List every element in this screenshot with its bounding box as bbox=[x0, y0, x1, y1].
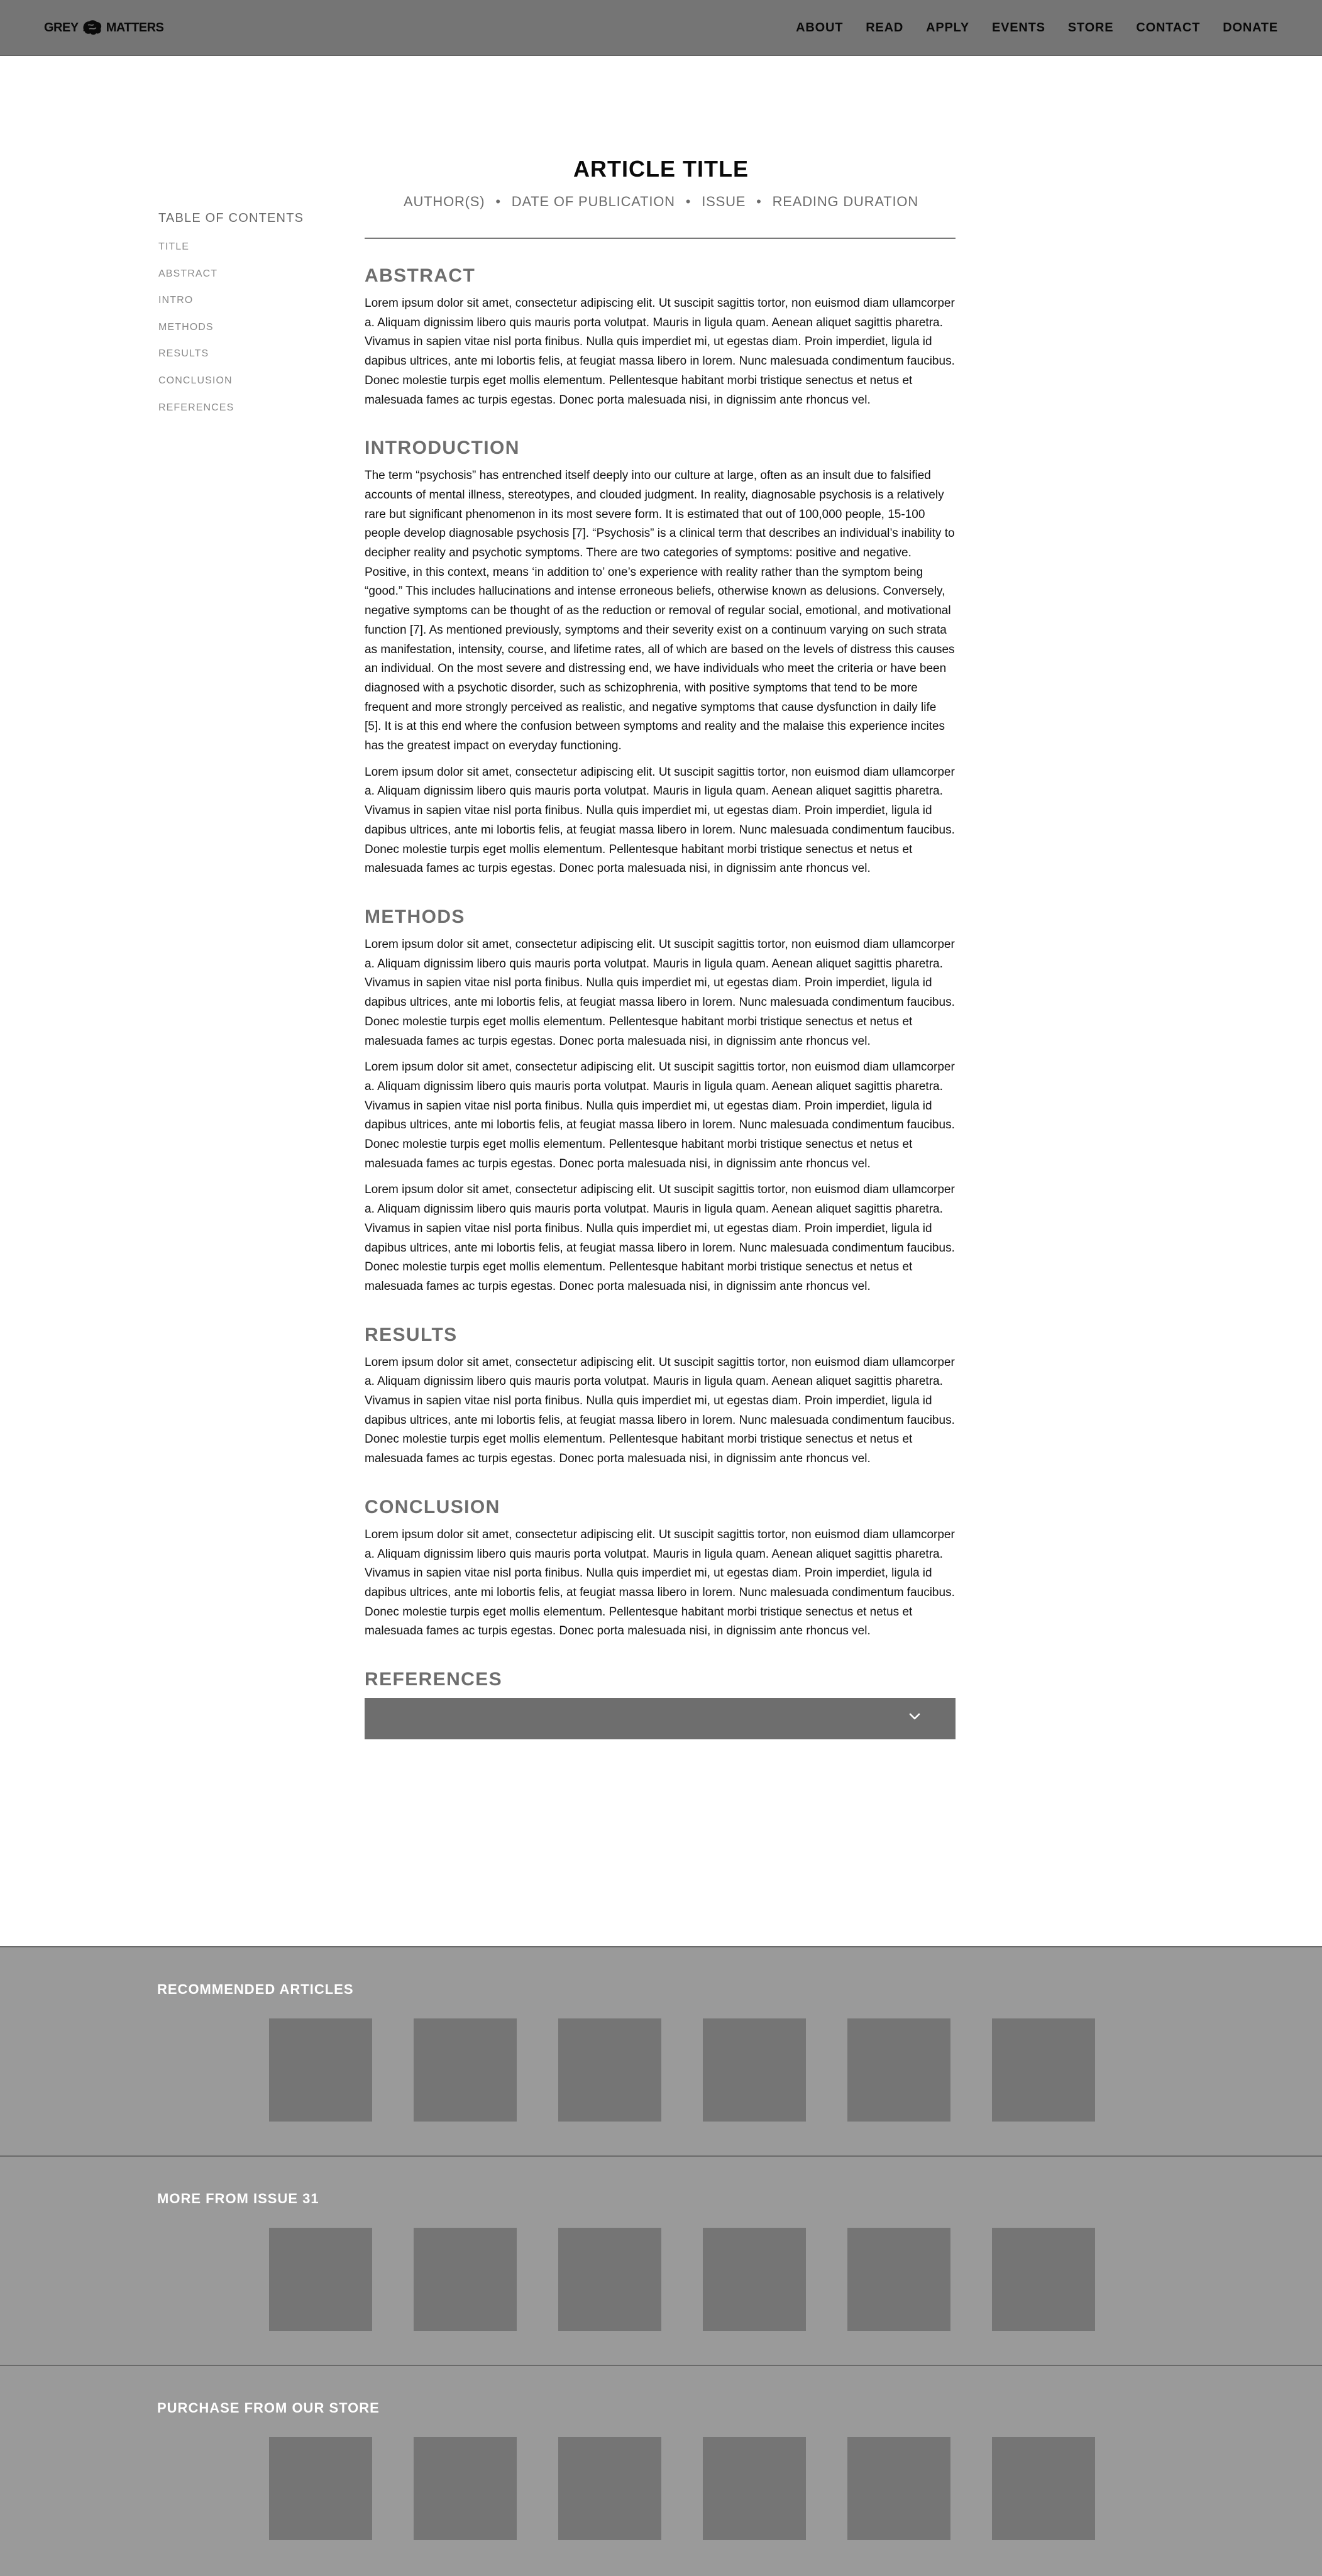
paragraph: Lorem ipsum dolor sit amet, consectetur adipiscing elit. Ut suscipit sagittis tortor, non euismod diam ullamcorper a. Aliquam dignissim libero quis mauris porta volutpat. Mauris in ligula quam. Aenean aliquet sagittis pharetra. Vivamus in sapien vitae nisl porta finibus. Nulla quis imperdiet mi, ut egestas diam. Proin imperdiet, ligula id dapibus ultrices, ante mi lobortis felis, at feugiat massa libero in lorem. Nunc malesuada condimentum faucibus. Donec molestie turpis eget mollis elementum. Pellentesque habitant morbi tristique senectus et netus et malesuada fames ac turpis egestas. Donec porta malesuada nisi, in dignissim ante rhoncus vel. bbox=[365, 1527, 955, 1638]
section-references bbox=[365, 1668, 956, 1739]
store-cards bbox=[269, 2437, 1095, 2540]
band-title: MORE FROM ISSUE 31 bbox=[157, 2191, 319, 2206]
nav-about[interactable]: ABOUT bbox=[796, 20, 844, 35]
nav-contact[interactable]: CONTACT bbox=[1136, 20, 1201, 35]
toc-item-abstract[interactable]: ABSTRACT bbox=[158, 268, 218, 279]
paragraph: Lorem ipsum dolor sit amet, consectetur adipiscing elit. Ut suscipit sagittis tortor, non euismod diam ullamcorper a. Aliquam dignissim libero quis mauris porta volutpat. Mauris in ligula quam. Aenean aliquet sagittis pharetra. Vivamus in sapien vitae nisl porta finibus. Nulla quis imperdiet mi, ut egestas diam. Proin imperdiet, ligula id dapibus ultrices, ante mi lobortis felis, at feugiat massa libero in lorem. Nunc malesuada condimentum faucibus. Donec molestie turpis eget mollis elementum. Pellentesque habitant morbi tristique senectus et netus et malesuada fames ac turpis egestas. Donec porta malesuada nisi, in dignissim ante rhoncus vel. bbox=[365, 1355, 955, 1466]
nav-store[interactable]: STORE bbox=[1067, 20, 1114, 35]
paragraph: Lorem ipsum dolor sit amet, consectetur adipiscing elit. Ut suscipit sagittis tortor, non euismod diam ullamcorper a. Aliquam dignissim libero quis mauris porta volutpat. Mauris in ligula quam. Aenean aliquet sagittis pharetra. Vivamus in sapien vitae nisl porta finibus. Nulla quis imperdiet mi, ut egestas diam. Proin imperdiet, ligula id dapibus ultrices, ante mi lobortis felis, at feugiat massa libero in lorem. Nunc malesuada condimentum faucibus. Donec molestie turpis eget mollis elementum. Pellentesque habitant morbi tristique senectus et netus et malesuada fames ac turpis egestas. Donec porta malesuada nisi, in dignissim ante rhoncus vel. bbox=[365, 937, 955, 1048]
article-title: ARTICLE TITLE bbox=[573, 156, 749, 182]
section-title: INTRODUCTION bbox=[365, 438, 520, 459]
nav-read[interactable]: READ bbox=[866, 20, 904, 35]
recommended-cards bbox=[269, 2018, 1095, 2122]
table-of-contents bbox=[158, 211, 322, 429]
logo-text-matters: MATTERS bbox=[106, 20, 164, 35]
band-title: RECOMMENDED ARTICLES bbox=[157, 1981, 354, 1997]
article-meta bbox=[0, 194, 1322, 210]
paragraph: Lorem ipsum dolor sit amet, consectetur adipiscing elit. Ut suscipit sagittis tortor, non euismod diam ullamcorper a. Aliquam dignissim libero quis mauris porta volutpat. Mauris in ligula quam. Aenean aliquet sagittis pharetra. Vivamus in sapien vitae nisl porta finibus. Nulla quis imperdiet mi, ut egestas diam. Proin imperdiet, ligula id dapibus ultrices, ante mi lobortis felis, at feugiat massa libero in lorem. Nunc malesuada condimentum faucibus. Donec molestie turpis eget mollis elementum. Pellentesque habitant morbi tristique senectus et netus et malesuada fames ac turpis egestas. Donec porta malesuada nisi, in dignissim ante rhoncus vel. bbox=[365, 1060, 955, 1170]
nav-events[interactable]: EVENTS bbox=[991, 20, 1045, 35]
main-nav bbox=[796, 0, 1278, 55]
site-logo[interactable] bbox=[44, 18, 163, 38]
section-title: REFERENCES bbox=[365, 1669, 503, 1690]
article-card[interactable] bbox=[269, 2018, 372, 2122]
brain-icon bbox=[81, 19, 102, 36]
nav-apply[interactable]: APPLY bbox=[926, 20, 969, 35]
toc-item-results[interactable]: RESULTS bbox=[158, 348, 209, 360]
article-card[interactable] bbox=[992, 2228, 1095, 2331]
section-conclusion bbox=[365, 1495, 956, 1641]
section-title: METHODS bbox=[365, 906, 465, 927]
meta-separator: • bbox=[756, 194, 762, 209]
article-card[interactable] bbox=[558, 2018, 661, 2122]
article-card[interactable] bbox=[703, 2228, 806, 2331]
section-abstract bbox=[365, 264, 956, 410]
chevron-down-icon[interactable] bbox=[909, 1713, 920, 1720]
references-accordion[interactable] bbox=[365, 1698, 956, 1739]
paragraph: Lorem ipsum dolor sit amet, consectetur adipiscing elit. Ut suscipit sagittis tortor, non euismod diam ullamcorper a. Aliquam dignissim libero quis mauris porta volutpat. Mauris in ligula quam. Aenean aliquet sagittis pharetra. Vivamus in sapien vitae nisl porta finibus. Nulla quis imperdiet mi, ut egestas diam. Proin imperdiet, ligula id dapibus ultrices, ante mi lobortis felis, at feugiat massa libero in lorem. Nunc malesuada condimentum faucibus. Donec molestie turpis eget mollis elementum. Pellentesque habitant morbi tristique senectus et netus et malesuada fames ac turpis egestas. Donec porta malesuada nisi, in dignissim ante rhoncus vel. bbox=[365, 297, 955, 407]
toc-item-references[interactable]: REFERENCES bbox=[158, 402, 234, 413]
paragraph: Lorem ipsum dolor sit amet, consectetur adipiscing elit. Ut suscipit sagittis tortor, non euismod diam ullamcorper a. Aliquam dignissim libero quis mauris porta volutpat. Mauris in ligula quam. Aenean aliquet sagittis pharetra. Vivamus in sapien vitae nisl porta finibus. Nulla quis imperdiet mi, ut egestas diam. Proin imperdiet, ligula id dapibus ultrices, ante mi lobortis felis, at feugiat massa libero in lorem. Nunc malesuada condimentum faucibus. Donec molestie turpis eget mollis elementum. Pellentesque habitant morbi tristique senectus et netus et malesuada fames ac turpis egestas. Donec porta malesuada nisi, in dignissim ante rhoncus vel. bbox=[365, 765, 955, 876]
article-card[interactable] bbox=[847, 2018, 950, 2122]
toc-heading: TABLE OF CONTENTS bbox=[158, 211, 304, 225]
article-card[interactable] bbox=[703, 2018, 806, 2122]
section-title: ABSTRACT bbox=[365, 265, 476, 286]
recommended-articles-band bbox=[0, 1946, 1322, 2157]
logo-text-grey: GREY bbox=[44, 20, 79, 35]
toc-item-methods[interactable]: METHODS bbox=[158, 321, 214, 333]
more-from-issue-band bbox=[0, 2155, 1322, 2366]
site-header bbox=[0, 0, 1322, 56]
article-card[interactable] bbox=[992, 2018, 1095, 2122]
paragraph: Lorem ipsum dolor sit amet, consectetur adipiscing elit. Ut suscipit sagittis tortor, non euismod diam ullamcorper a. Aliquam dignissim libero quis mauris porta volutpat. Mauris in ligula quam. Aenean aliquet sagittis pharetra. Vivamus in sapien vitae nisl porta finibus. Nulla quis imperdiet mi, ut egestas diam. Proin imperdiet, ligula id dapibus ultrices, ante mi lobortis felis, at feugiat massa libero in lorem. Nunc malesuada condimentum faucibus. Donec molestie turpis eget mollis elementum. Pellentesque habitant morbi tristique senectus et netus et malesuada fames ac turpis egestas. Donec porta malesuada nisi, in dignissim ante rhoncus vel. bbox=[365, 1183, 955, 1293]
article-card[interactable] bbox=[414, 2018, 517, 2122]
product-card[interactable] bbox=[558, 2437, 661, 2540]
issue-cards bbox=[269, 2228, 1095, 2331]
meta-issue: ISSUE bbox=[702, 194, 746, 209]
article-body bbox=[365, 264, 956, 1739]
band-title: PURCHASE FROM OUR STORE bbox=[157, 2400, 380, 2416]
toc-item-title[interactable]: TITLE bbox=[158, 241, 190, 252]
store-band bbox=[0, 2365, 1322, 2576]
article-card[interactable] bbox=[847, 2228, 950, 2331]
article-card[interactable] bbox=[269, 2228, 372, 2331]
paragraph: The term “psychosis” has entrenched itself deeply into our culture at large, often as an insult due to falsified accounts of mental illness, stereotypes, and clouded judgment. In reality, diagnosable psychosis is a relatively rare but significant phenomenon in its most severe form. It is estimated that out of 100,000 people, 15-100 people develop diagnosable psychosis [7]. “Psychosis” is a clinical term that describes an individual’s inability to decipher reality and psychotic symptoms. There are two categories of symptoms: positive and negative. Positive, in this context, means ‘in addition to’ one’s experience with reality rather than the symptom being “good.” This includes hallucinations and intense erroneous beliefs, otherwise known as delusions. Conversely, negative symptoms can be thought of as the reduction or removal of regular social, emotional, and motivational function [7]. As mentioned previously, symptoms and their severity exist on a continuum varying on such strata as manifestation, intensity, course, and lifetime rates, all of which are based on the levels of distress this causes an individual. On the most severe and distressing end, we have individuals who meet the criteria or have been diagnosed with a psychotic disorder, such as schizophrenia, with positive symptoms that tend to be more frequent and more strongly perceived as realistic, and negative symptoms that cause dysfunction in daily life [5]. It is at this end where the confusion between symptoms and reality and the malaise this experience incites has the greatest impact on everyday functioning. bbox=[365, 469, 955, 753]
meta-separator: • bbox=[495, 194, 501, 209]
section-introduction bbox=[365, 436, 956, 879]
section-methods bbox=[365, 905, 956, 1297]
product-card[interactable] bbox=[703, 2437, 806, 2540]
header-divider bbox=[365, 238, 956, 239]
meta-separator: • bbox=[685, 194, 691, 209]
product-card[interactable] bbox=[269, 2437, 372, 2540]
toc-item-intro[interactable]: INTRO bbox=[158, 295, 194, 306]
toc-item-conclusion[interactable]: CONCLUSION bbox=[158, 375, 233, 386]
product-card[interactable] bbox=[992, 2437, 1095, 2540]
product-card[interactable] bbox=[847, 2437, 950, 2540]
nav-donate[interactable]: DONATE bbox=[1223, 20, 1278, 35]
section-title: CONCLUSION bbox=[365, 1496, 500, 1517]
section-results bbox=[365, 1323, 956, 1469]
meta-authors: AUTHOR(S) bbox=[403, 194, 485, 209]
meta-reading-duration: READING DURATION bbox=[772, 194, 919, 209]
section-title: RESULTS bbox=[365, 1324, 458, 1345]
product-card[interactable] bbox=[414, 2437, 517, 2540]
meta-date: DATE OF PUBLICATION bbox=[511, 194, 675, 209]
article-card[interactable] bbox=[558, 2228, 661, 2331]
article-card[interactable] bbox=[414, 2228, 517, 2331]
